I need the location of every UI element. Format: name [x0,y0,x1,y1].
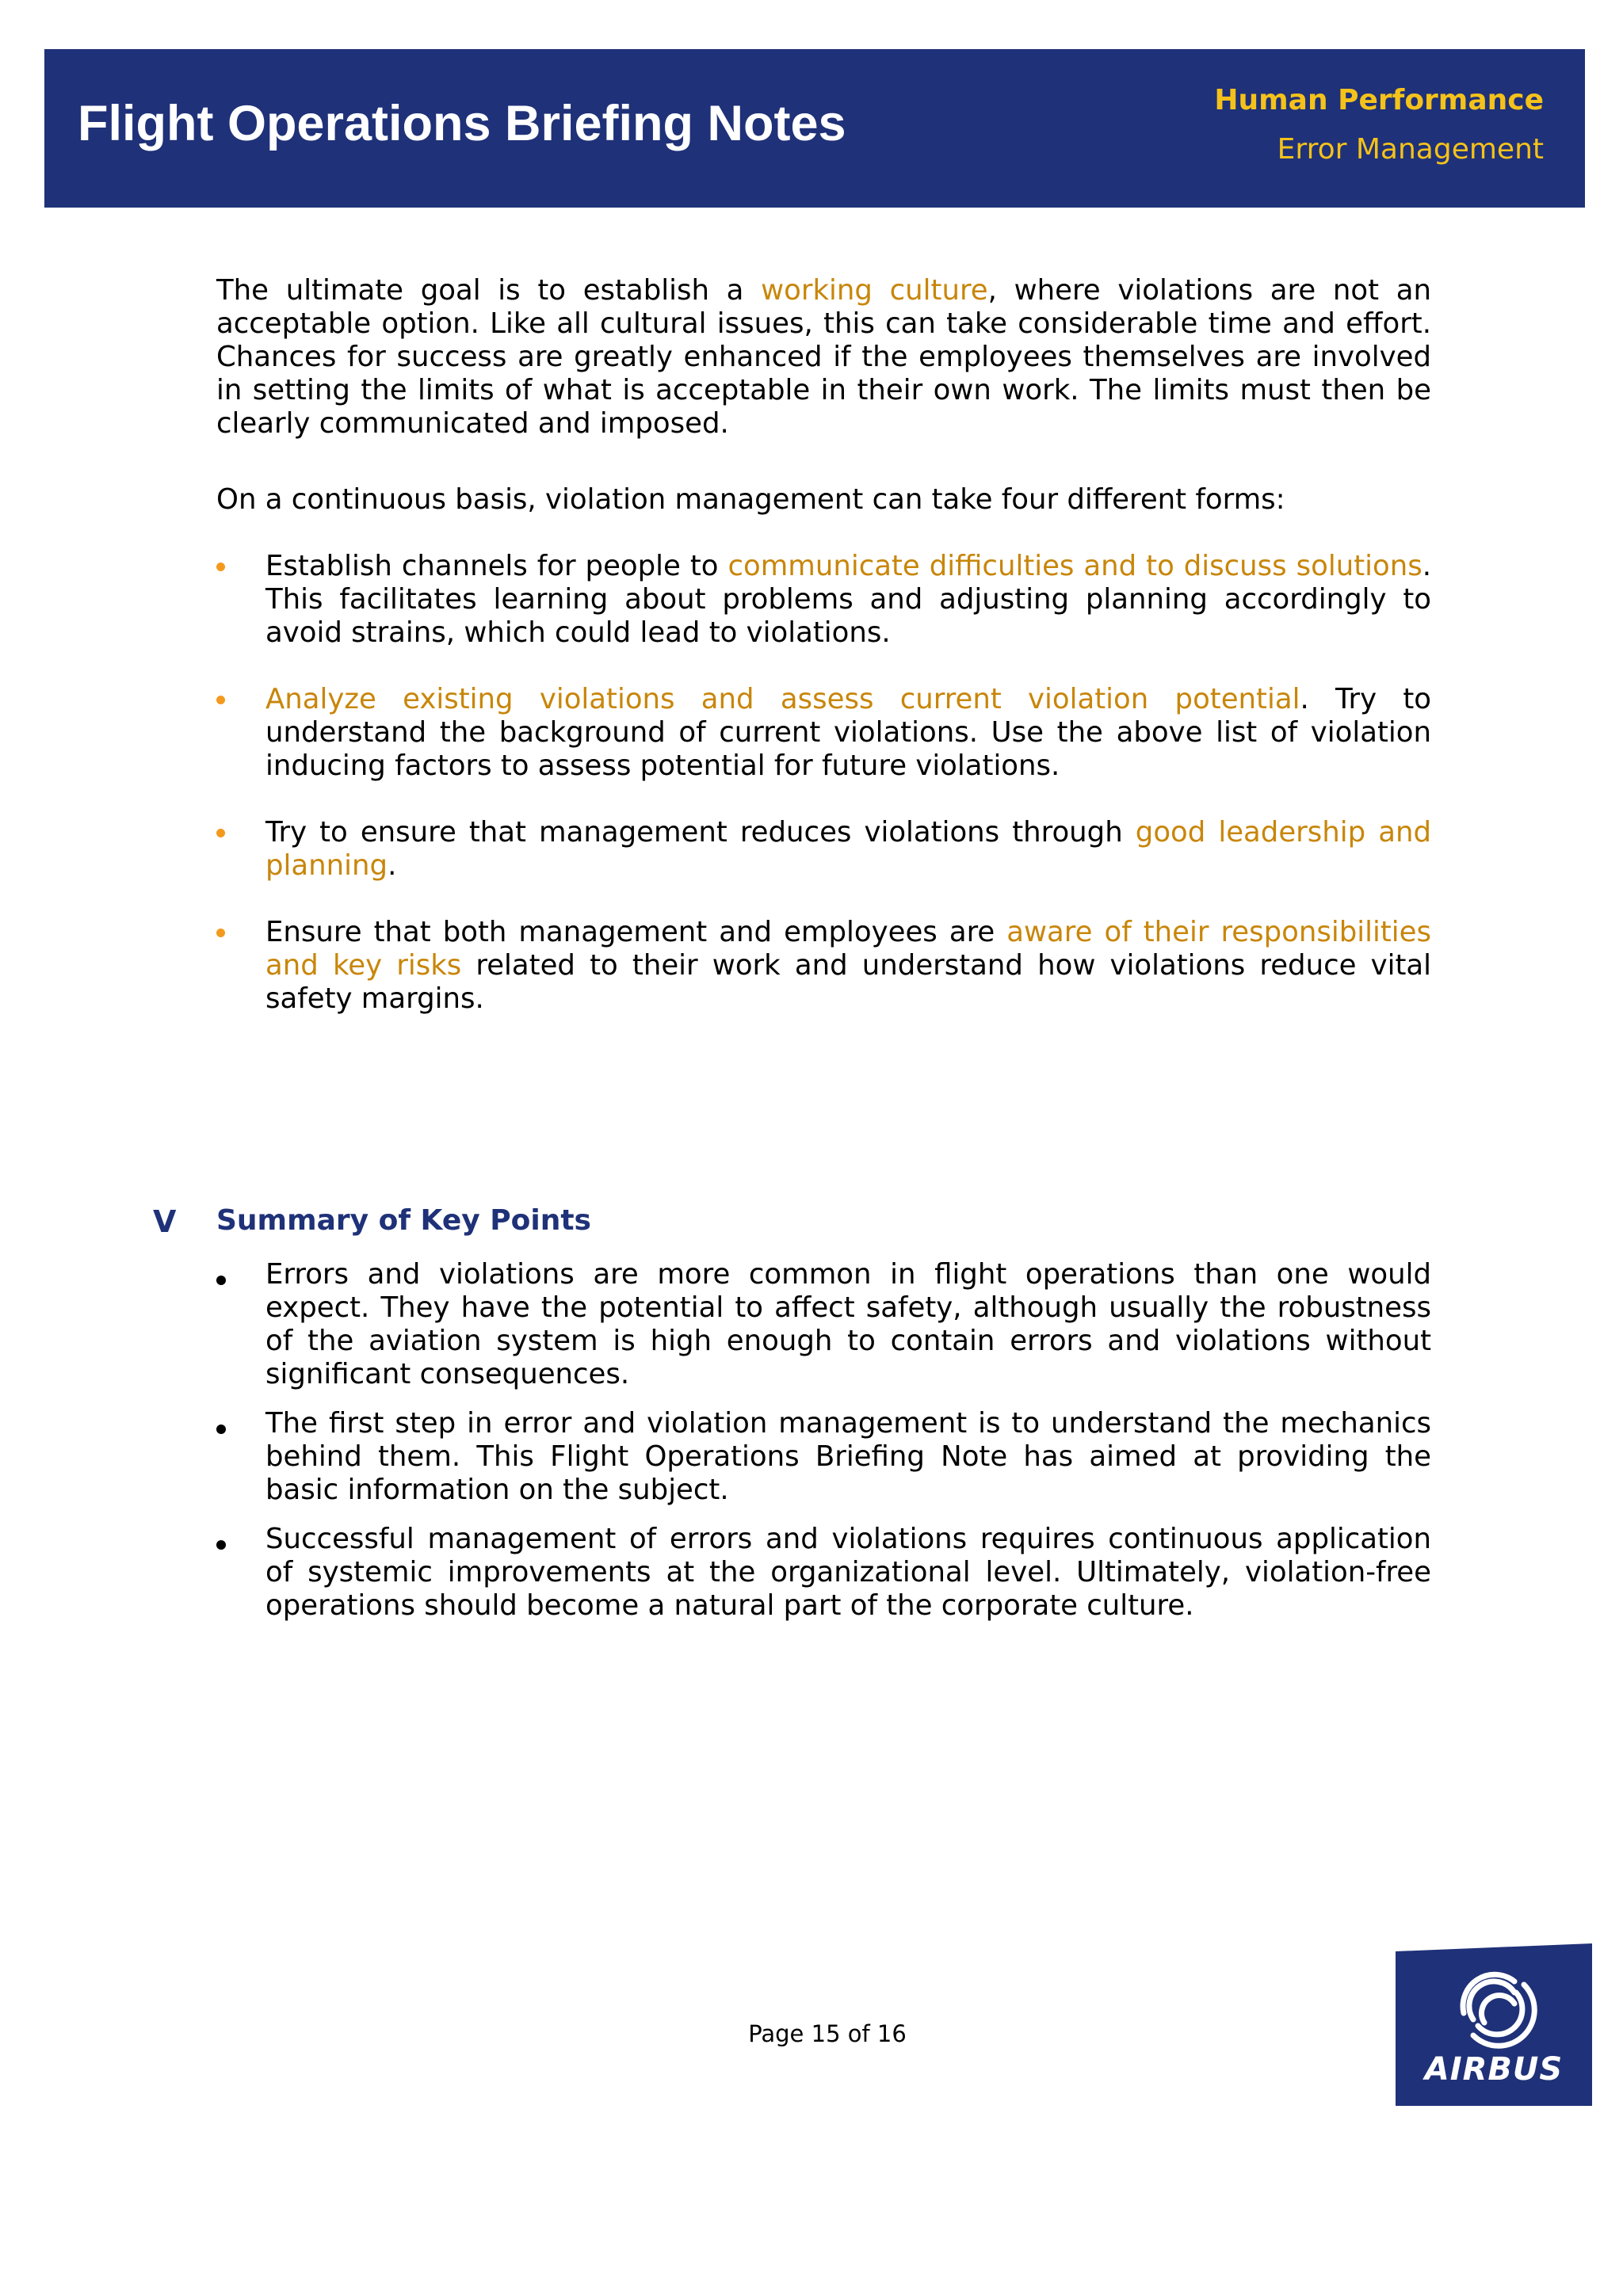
list-item [216,683,1431,783]
list-item [216,1407,1431,1507]
key-points-list [216,1258,1431,1623]
list-item [216,816,1431,883]
bullet-icon [216,696,225,704]
bullet-icon [216,829,225,837]
section-number: V [153,1204,177,1239]
document-header [44,49,1585,208]
page-number: Page 15 of 16 [748,2020,907,2047]
section-heading: Summary of Key Points [216,1204,591,1237]
bullet-icon [216,1540,226,1550]
item-text: Establish channels for people to [265,550,728,582]
item-text: Try to ensure that management reduces violations through [265,816,1136,849]
working-culture-paragraph [216,274,1431,441]
list-item [216,1258,1431,1391]
list-item [216,916,1431,1016]
violation-management-forms [216,550,1431,1049]
item-text: . This facilitates learning about problems and adjusting planning accordingly to avoid strains, which could lead to violations. [265,550,1431,649]
forms-intro-paragraph: On a continuous basis, violation management can take four different forms: [216,483,1285,516]
item-text: related to their work and understand how violations reduce vital safety margins. [265,949,1431,1015]
item-text: . Try to understand the background of current violations. Use the above list of violation inducing factors to assess potential for future violations. [265,683,1431,782]
intro-section [216,274,1431,517]
highlight-text: good leadership and planning [265,816,1432,882]
paragraph-text: , where violations are not an acceptable option. Like all cultural issues, this can take considerable time and effort. Chances for success are greatly enhanced if the employees themselves are involved in setting the limits of what is acceptable in their own work. The limits must then be clearly communicated and imposed. [216,274,1432,440]
header-topic: Human Performance [1214,84,1544,116]
document-title: Flight Operations Briefing Notes [78,96,846,151]
bullet-icon [216,563,225,571]
bullet-icon [216,1425,226,1434]
list-item [216,1523,1431,1623]
summary-section [216,1258,1431,1638]
bullet-icon [216,929,225,937]
list-item [216,550,1431,650]
airbus-wordmark: AIRBUS [1424,2051,1564,2088]
highlight-text: Analyze existing violations and assess current violation potential [265,683,1300,715]
item-text: Successful management of errors and violations requires continuous application of systemic improvements at the organizational level. Ultimately, violation-free operations should become a natural part of the corporate culture. [265,1523,1431,1622]
airbus-logo [1396,1943,1592,2106]
highlight-text: communicate difficulties and to discuss solutions [727,550,1423,582]
highlight-text: working culture [761,274,988,307]
forms-list [216,550,1431,1016]
bullet-icon [216,1276,226,1285]
item-text: Errors and violations are more common in flight operations than one would expect. They have the potential to affect safety, although usually the robustness of the aviation system is high enough to contain errors and violations without significant consequences. [265,1258,1431,1390]
item-text: The first step in error and violation management is to understand the mechanics behind them. This Flight Operations Briefing Note has aimed at providing the basic information on the subject. [265,1407,1431,1506]
item-text: . [388,849,397,882]
highlight-text: aware of their responsibilities and key risks [265,916,1431,982]
paragraph-text: The ultimate goal is to establish a [216,274,762,307]
item-text: Ensure that both management and employees are [265,916,1007,948]
header-subtopic: Error Management [1277,133,1544,166]
